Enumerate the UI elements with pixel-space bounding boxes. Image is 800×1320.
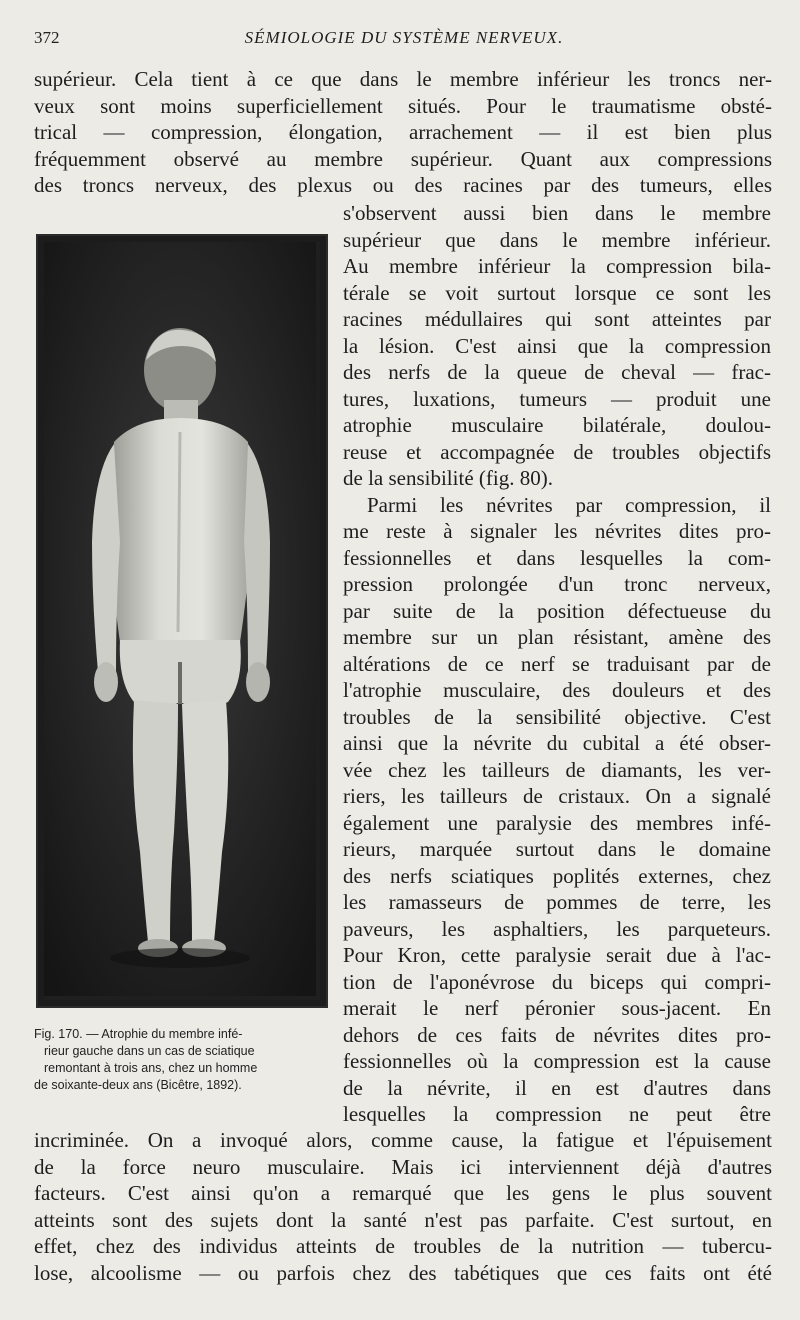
text-line: également une paralysie des membres infé-: [343, 810, 771, 835]
text-line: dehors de ces faits de névrites dites pro-: [343, 1022, 771, 1047]
caption-line: rieur gauche dans un cas de sciatique: [44, 1044, 255, 1058]
text-line: lose, alcoolisme — ou parfois chez des tabétiques que ces faits ont été: [34, 1260, 772, 1285]
text-line: vée chez les tailleurs de diamants, les ver-: [343, 757, 771, 782]
text-line: de la force neuro musculaire. Mais ici interviennent déjà d'autres: [34, 1154, 772, 1179]
text-line: me reste à signaler les névrites dites pro-: [343, 519, 771, 543]
text-line: fréquemment observé au membre supérieur. Quant aux compressions: [34, 146, 772, 171]
text-line: membre sur un plan résistant, amène des: [343, 625, 771, 649]
running-title: SÉMIOLOGIE DU SYSTÈME NERVEUX.: [244, 28, 564, 47]
page-number: 372: [34, 28, 60, 47]
text-line: de la névrite, il en est d'autres dans: [343, 1075, 771, 1100]
text-line: atrophie musculaire bilatérale, doulou-: [343, 413, 771, 437]
patient-figure-illustration: [44, 242, 316, 996]
text-line: la lésion. C'est ainsi que la compression: [343, 333, 771, 358]
text-line: Au membre inférieur la compression bila-: [343, 254, 771, 278]
text-line: l'atrophie musculaire, des douleurs et des: [343, 678, 771, 702]
text-line: troubles de la sensibilité objective. C'est: [343, 704, 771, 729]
text-line: des nerfs de la queue de cheval — frac-: [343, 360, 771, 384]
text-line: s'observent aussi bien dans le membre: [343, 201, 771, 225]
figure-170: [36, 234, 328, 1008]
text-line: effet, chez des individus atteints de troubles de la nutrition — tubercu-: [34, 1234, 772, 1258]
text-line: riers, les tailleurs de cristaux. On a signalé: [343, 784, 771, 808]
text-line: Pour Kron, cette paralysie serait due à l'ac-: [343, 943, 771, 967]
caption-line: Fig. 170. — Atrophie du membre infé-: [34, 1027, 243, 1041]
text-line: des nerfs sciatiques poplités externes, chez: [343, 863, 771, 888]
text-line: incriminée. On a invoqué alors, comme cause, la fatigue et l'épuisement: [34, 1128, 772, 1152]
text-line: les ramasseurs de pommes de terre, les: [343, 890, 771, 914]
page-header: [34, 28, 774, 54]
text-line: fessionnelles où la compression est la cause: [343, 1049, 771, 1073]
bottom-paragraph: [34, 1127, 772, 1286]
text-line: fessionnelles et dans lesquelles la com-: [343, 545, 771, 570]
text-line: altérations de ce nerf se traduisant par de: [343, 651, 771, 676]
text-line: lesquelles la compression ne peut être: [343, 1102, 771, 1126]
text-line: supérieur. Cela tient à ce que dans le membre inférieur les troncs ner-: [34, 67, 772, 91]
text-line: facteurs. C'est ainsi qu'on a remarqué que les gens le plus souvent: [34, 1181, 772, 1205]
text-line: tion de l'aponévrose du biceps qui compri-: [343, 969, 771, 994]
top-paragraph: [34, 66, 772, 199]
text-line: trical — compression, élongation, arrachement — il est bien plus: [34, 120, 772, 144]
text-line: par suite de la position défectueuse du: [343, 598, 771, 623]
text-line: térale se voit surtout lorsque ce sont les: [343, 280, 771, 305]
right-column-text: [343, 200, 771, 1128]
text-line: merait le nerf péronier sous-jacent. En: [343, 996, 771, 1020]
text-line: reuse et accompagnée de troubles objectifs: [343, 439, 771, 464]
text-line: veux sont moins superficiellement situés. Pour le traumatisme obsté-: [34, 93, 772, 118]
text-line: pression prolongée d'un tronc nerveux,: [343, 572, 771, 596]
text-line: Parmi les névrites par compression, il: [367, 492, 771, 517]
text-line: des troncs nerveux, des plexus ou des racines par des tumeurs, elles: [34, 173, 772, 197]
text-line: supérieur que dans le membre inférieur.: [343, 227, 771, 252]
text-line: racines médullaires qui sont atteintes par: [343, 307, 771, 331]
figure-caption: [34, 1026, 326, 1094]
text-line: tures, luxations, tumeurs — produit une: [343, 386, 771, 411]
text-line: de la sensibilité (fig. 80).: [343, 466, 553, 490]
patient-photograph: [44, 242, 320, 1000]
caption-line: remontant à trois ans, chez un homme: [44, 1061, 258, 1075]
text-line: rieurs, marquée surtout dans le domaine: [343, 837, 771, 861]
caption-line: de soixante-deux ans (Bicêtre, 1892).: [34, 1078, 242, 1092]
text-line: atteints sont des sujets dont la santé n'est pas parfaite. C'est surtout, en: [34, 1207, 772, 1232]
text-line: ainsi que la névrite du cubital a été obser-: [343, 731, 771, 755]
text-line: paveurs, les asphaltiers, les parqueteurs.: [343, 916, 771, 941]
